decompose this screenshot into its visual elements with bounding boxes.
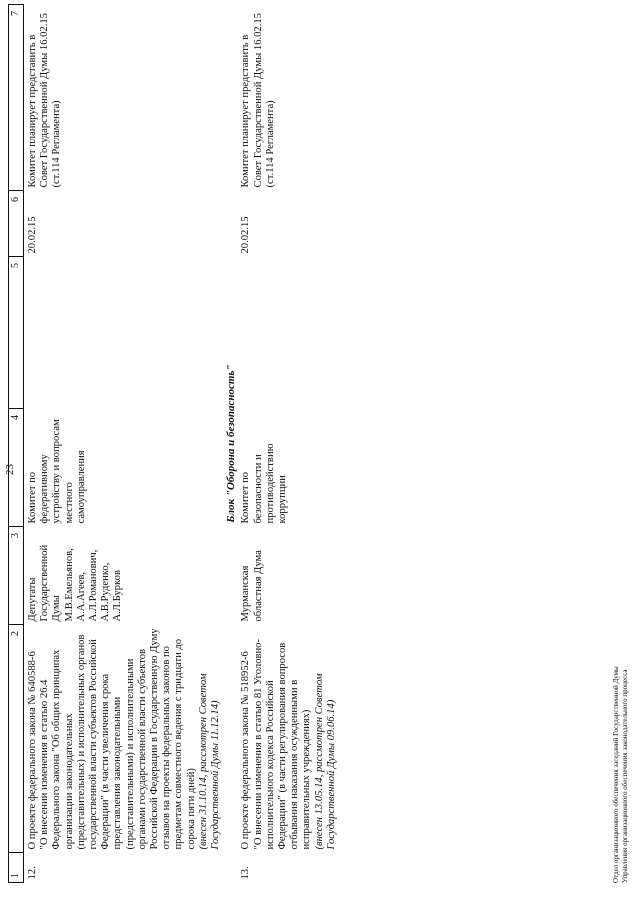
- bill-title: О проекте федерального закона № 640588-6: [27, 651, 38, 850]
- bill-author: Депутаты Государственной Думы М.В.Емельянов, А.А.Агеев, А.Л.Романович, А.В.Руденко, А.Л.Бурков: [27, 544, 124, 622]
- col-header-4: 4: [9, 409, 24, 527]
- table-row: [237, 5, 338, 883]
- row-number: 12.: [27, 866, 38, 880]
- col-header-2: 2: [9, 625, 24, 853]
- bill-note: (внесен 31.10.14, рассмотрен Советом Государственной Думы 11.12.14): [197, 673, 222, 850]
- col5-cell: [24, 257, 223, 409]
- block-heading-row: [222, 5, 237, 883]
- date-cell: 20.02.15: [27, 216, 38, 254]
- bill-body: "О внесении изменения в статью 81 Уголовно-исполнительного кодекса Российской Федерации" (в части регулирования вопросов отбывания наказания осужденными в исправительных учреждениях): [252, 639, 313, 850]
- col5-cell: [237, 257, 338, 409]
- bill-description: [237, 625, 338, 853]
- bill-author: Мурманская областная Дума: [240, 550, 264, 622]
- footer-line-1: Отдел организационного обеспечения заседаний Государственной Думы: [612, 666, 620, 883]
- bills-table: [8, 4, 338, 883]
- col-header-1: 1: [9, 853, 24, 883]
- footer-line-2: Управления организационного обеспечения законодательного процесса: [620, 669, 629, 883]
- col-header-3: 3: [9, 527, 24, 625]
- bill-title: О проекте федерального закона № 518952-6: [240, 651, 252, 850]
- responsible-committee: Комитет по федеративному устройству и вопросам местного самоуправления: [27, 419, 87, 524]
- date-cell: 20.02.15: [240, 216, 252, 254]
- table-row: [24, 5, 223, 883]
- column-number-row: [9, 5, 24, 883]
- responsible-committee: Комитет по безопасности и противодействию коррупции: [240, 443, 289, 524]
- col-header-5: 5: [9, 257, 24, 409]
- bill-note: (внесен 13.05.14, рассмотрен Советом Государственной Думы 09.06.14): [313, 673, 337, 850]
- plan-cell: Комитет планирует представить в Совет Государственной Думы 16.02.15 (ст.114 Регламента): [240, 13, 276, 188]
- block-title: Блок "Оборона и безопасность": [225, 364, 238, 523]
- page-number: 23: [4, 464, 16, 475]
- col-header-6: 6: [9, 191, 24, 257]
- bill-description: [24, 625, 223, 853]
- footer: [612, 666, 629, 883]
- col-header-7: 7: [9, 5, 24, 191]
- bill-body: "О внесении изменения в статью 26.4 Федерального закона "Об общих принципах организации законодательных (представительных) и исполнительных органов государственной власти субъектов Российской Федерации" (в части увеличения срока представления законодательными (представительными) и исполнительными органами государственной власти субъектов Российской Федерации в Государственную Думу отзывов на проекты федеральных законов по предметам совместного ведения с тридцати до сорока пяти дней): [39, 628, 197, 850]
- row-number: 13.: [240, 866, 252, 880]
- plan-cell: Комитет планирует представить в Совет Государственной Думы 16.02.15 (ст.114 Регламента): [27, 13, 63, 188]
